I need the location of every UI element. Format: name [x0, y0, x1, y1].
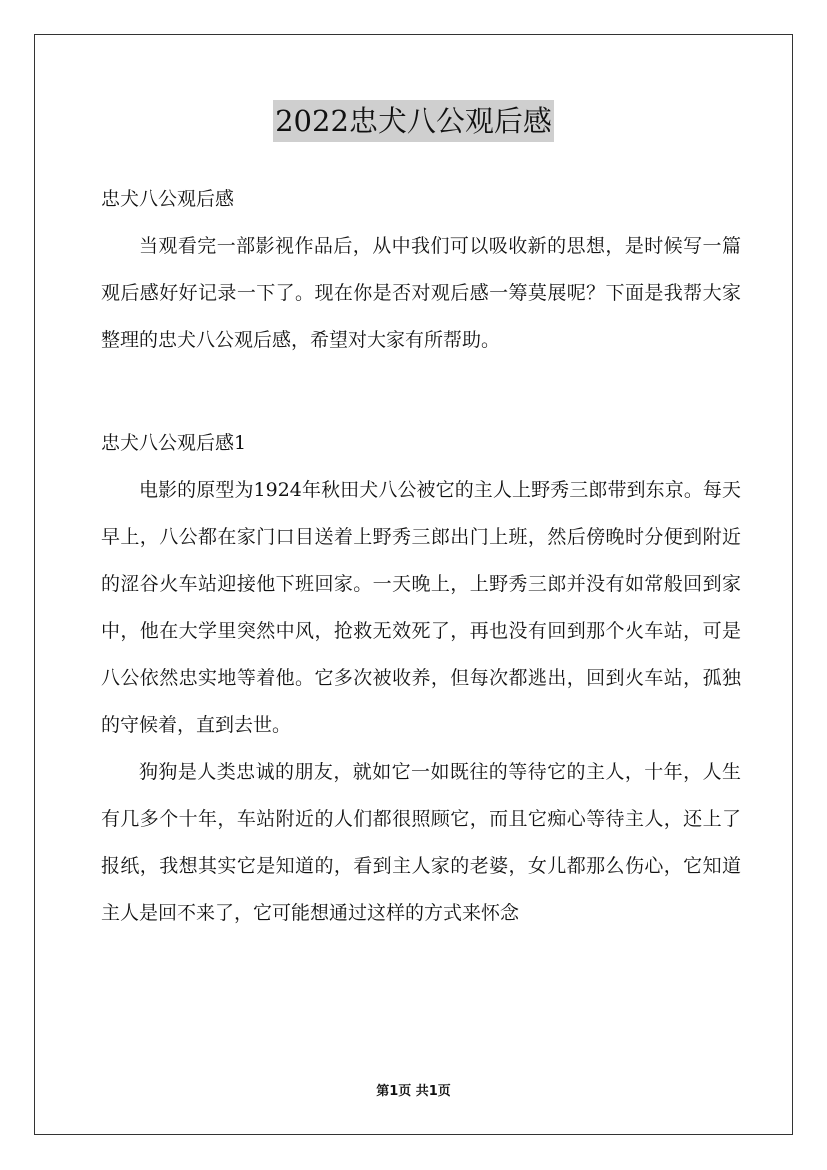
section1-paragraph-1: 电影的原型为1924年秋田犬八公被它的主人上野秀三郎带到东京。每天早上，八公都在家门口目送着上野秀三郎出门上班，然后傍晚时分便到附近的涩谷火车站迎接他下班回家。一天晚上，上野秀三郎并没有如常般回到家中，他在大学里突然中风，抢救无效死了，再也没有回到那个火车站，可是八公依然忠实地等着他。它多次被收养，但每次都逃出，回到火车站，孤独的守候着，直到去世。: [101, 479, 741, 736]
page-footer: 第1页 共1页: [376, 1084, 451, 1099]
section1-paragraph-2: 狗狗是人类忠诚的朋友，就如它一如既往的等待它的主人，十年，人生有几多个十年，车站附近的人们都很照顾它，而且它痴心等待主人，还上了报纸，我想其实它是知道的，看到主人家的老婆，女儿都那么伤心，它知道主人是回不来了，它可能想通过这样的方式来怀念: [101, 761, 741, 924]
document-body: [101, 176, 741, 937]
section-spacer: [101, 364, 741, 420]
intro-paragraph: 当观看完一部影视作品后，从中我们可以吸收新的思想，是时候写一篇观后感好好记录一下了。现在你是否对观后感一筹莫展呢？下面是我帮大家整理的忠犬八公观后感，希望对大家有所帮助。: [101, 235, 741, 351]
title-container: [0, 100, 827, 142]
document-subtitle: 忠犬八公观后感: [101, 188, 235, 210]
document-title: 2022忠犬八公观后感: [273, 100, 554, 142]
section1-heading: 忠犬八公观后感1: [101, 432, 247, 454]
